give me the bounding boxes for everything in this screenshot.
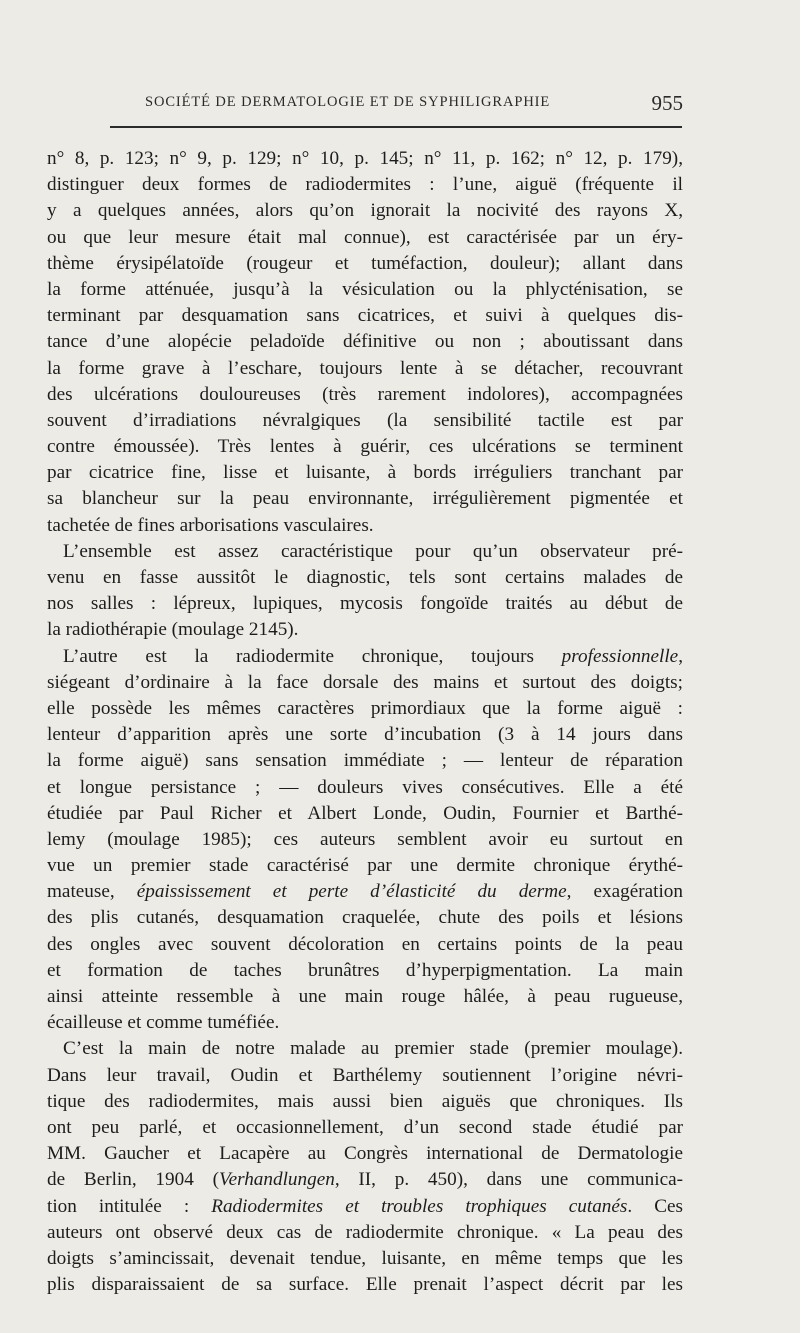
text-line: la forme grave à l’eschare, toujours lente à se détacher, recouvrant xyxy=(47,357,683,379)
header-rule xyxy=(110,126,682,128)
text-line: de Berlin, 1904 (Verhandlungen, II, p. 450), dans une communica- xyxy=(47,1169,683,1191)
text-line: sa blancheur sur la peau environnante, irrégulièrement pigmentée et xyxy=(47,488,683,510)
text-line: et longue persistance ; — douleurs vives consécutives. Elle a été xyxy=(47,776,683,798)
text-line: lenteur d’apparition après une sorte d’incubation (3 à 14 jours dans xyxy=(47,724,683,746)
text-line: L’autre est la radiodermite chronique, toujours professionnelle, xyxy=(63,645,683,667)
text-line: terminant par desquamation sans cicatrices, et suivi à quelques dis- xyxy=(47,305,683,327)
text-line: des ongles avec souvent décoloration en certains points de la peau xyxy=(47,933,683,955)
text-line: tachetée de fines arborisations vasculaires. xyxy=(47,514,374,536)
text-line: mateuse, épaississement et perte d’élasticité du derme, exagération xyxy=(47,881,683,903)
text-line: ont peu parlé, et occasionnellement, d’un second stade étudié par xyxy=(47,1116,683,1138)
text-line: siégeant d’ordinaire à la face dorsale des mains et surtout des doigts; xyxy=(47,671,683,693)
text-line: des ulcérations douloureuses (très rarement indolores), accompagnées xyxy=(47,383,683,405)
text-line: des plis cutanés, desquamation craquelée, chute des poils et lésions xyxy=(47,907,683,929)
text-line: Dans leur travail, Oudin et Barthélemy soutiennent l’origine névri- xyxy=(47,1064,683,1086)
text-line: lemy (moulage 1985); ces auteurs semblent avoir eu surtout en xyxy=(47,828,683,850)
text-line: plis disparaissaient de sa surface. Elle prenait l’aspect décrit par les xyxy=(47,1274,683,1296)
text-line: contre émoussée). Très lentes à guérir, ces ulcérations se terminent xyxy=(47,436,683,458)
text-line: ainsi atteinte ressemble à une main rouge hâlée, à peau rugueuse, xyxy=(47,986,683,1007)
text-line: par cicatrice fine, lisse et luisante, à bords irréguliers tranchant par xyxy=(47,462,683,484)
text-line: thème érysipélatoïde (rougeur et tuméfaction, douleur); allant dans xyxy=(47,252,683,274)
text-line: elle possède les mêmes caractères primordiaux que la forme aiguë : xyxy=(47,697,683,719)
text-line: la forme aiguë) sans sensation immédiate ; — lenteur de réparation xyxy=(47,750,683,772)
running-header xyxy=(47,92,683,116)
text-line: nos salles : lépreux, lupiques, mycosis fongoïde traités au début de xyxy=(47,593,683,615)
text-line: souvent d’irradiations névralgiques (la sensibilité tactile est par xyxy=(47,409,683,431)
text-line: MM. Gaucher et Lacapère au Congrès international de Dermatologie xyxy=(47,1143,683,1165)
text-line: la forme atténuée, jusqu’à la vésiculation ou la phlycténisation, se xyxy=(47,278,683,300)
text-line: tique des radiodermites, mais aussi bien aiguës que chroniques. Ils xyxy=(47,1090,683,1112)
text-line: et formation de taches brunâtres d’hyperpigmentation. La main xyxy=(47,959,683,981)
text-line: tion intitulée : Radiodermites et troubles trophiques cutanés. Ces xyxy=(47,1195,684,1217)
text-line: distinguer deux formes de radiodermites : l’une, aiguë (fréquente il xyxy=(47,174,683,196)
text-line: y a quelques années, alors qu’on ignorait la nocivité des rayons X, xyxy=(47,200,683,222)
text-line: tance d’une alopécie peladoïde définitive ou non ; aboutissant dans xyxy=(47,331,683,353)
body-text xyxy=(47,146,683,1298)
text-line: étudiée par Paul Richer et Albert Londe, Oudin, Fournier et Barthé- xyxy=(47,802,683,824)
text-line: n° 8, p. 123; n° 9, p. 129; n° 10, p. 145; n° 11, p. 162; n° 12, p. 179), xyxy=(47,148,683,169)
text-line: auteurs ont observé deux cas de radiodermite chronique. « La peau des xyxy=(47,1221,683,1243)
text-line: ou que leur mesure était mal connue), est caractérisée par un éry- xyxy=(47,226,683,248)
text-line: venu en fasse aussitôt le diagnostic, tels sont certains malades de xyxy=(47,567,683,588)
page-number: 955 xyxy=(651,91,683,115)
text-line: la radiothérapie (moulage 2145). xyxy=(47,619,299,641)
text-line: vue un premier stade caractérisé par une dermite chronique érythé- xyxy=(47,855,683,877)
text-line: doigts s’amincissait, devenait tendue, luisante, en même temps que les xyxy=(47,1247,683,1269)
text-line: écailleuse et comme tuméfiée. xyxy=(47,1012,280,1034)
text-line: C’est la main de notre malade au premier stade (premier moulage). xyxy=(63,1038,683,1060)
text-line: L’ensemble est assez caractéristique pour qu’un observateur pré- xyxy=(63,540,683,562)
header-title: SOCIÉTÉ DE DERMATOLOGIE ET DE SYPHILIGRAPHIE xyxy=(145,94,551,110)
